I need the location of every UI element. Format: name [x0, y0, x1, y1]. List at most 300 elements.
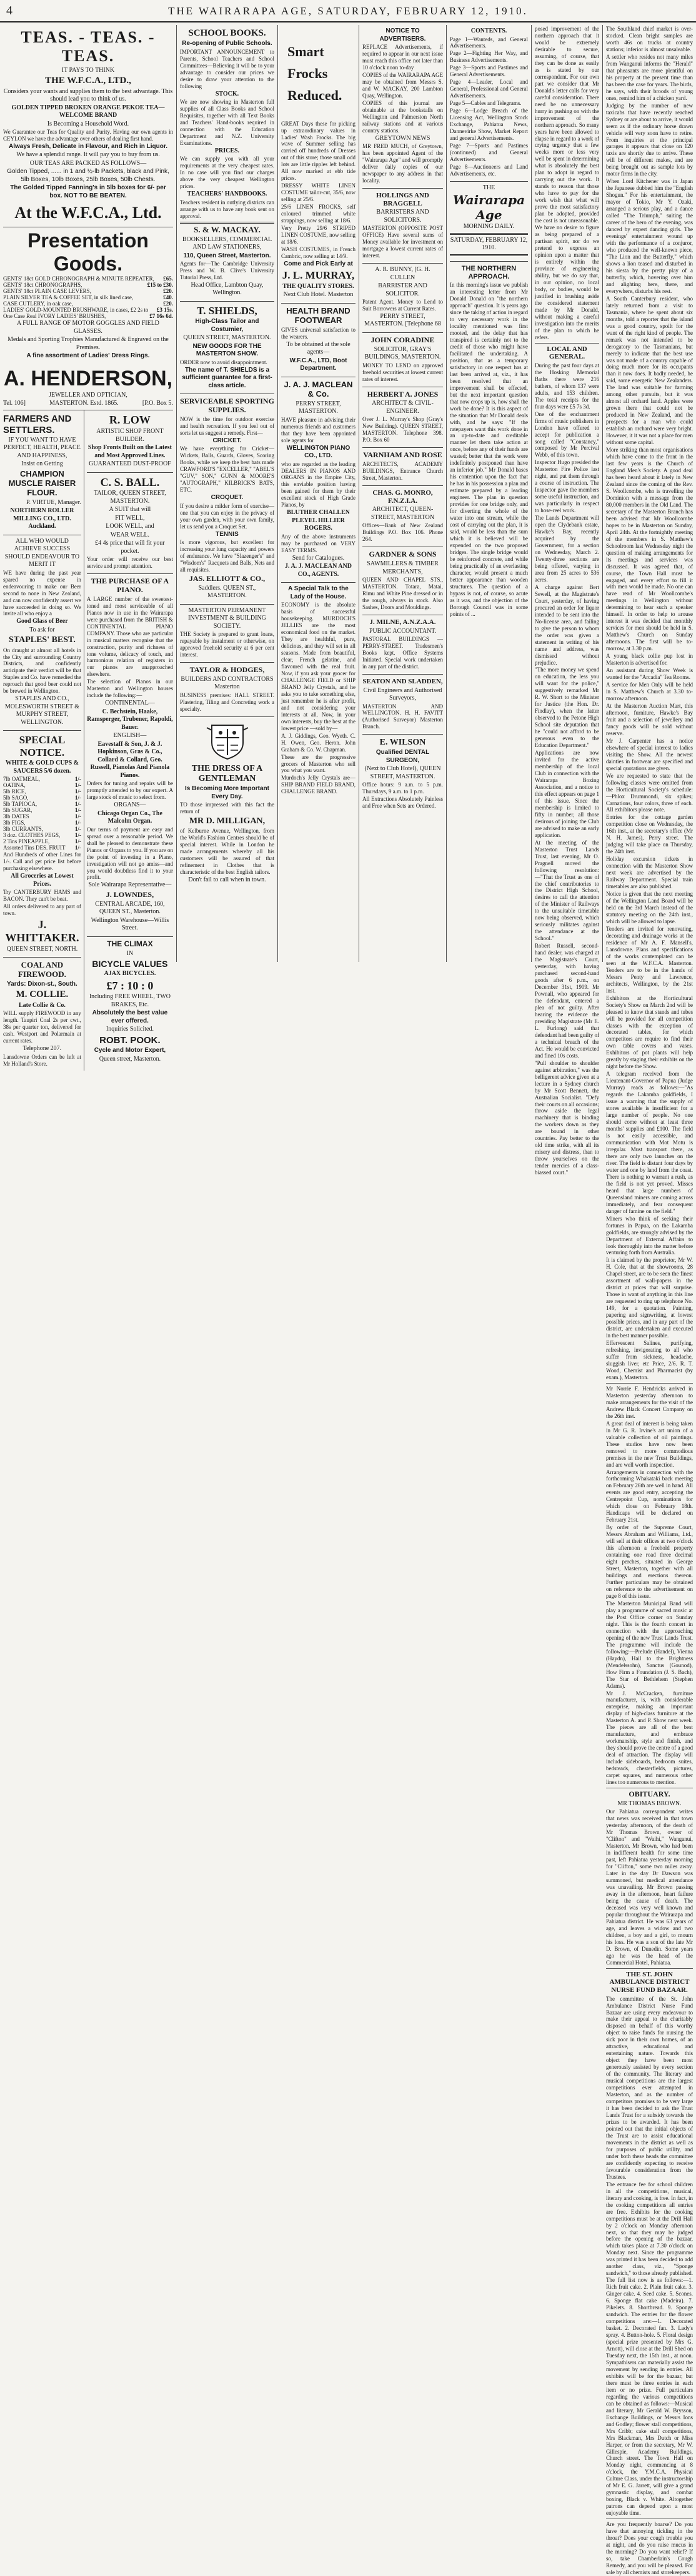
piano-addr: CENTRAL ARCADE, 160, QUEEN ST., Masterton.	[95, 900, 165, 916]
teas-golden: GOLDEN TIPPED BROKEN ORANGE PEKOE TEA—WELCOME BRAND	[11, 104, 165, 119]
local-item: Effervescent Salines, purifying, refreshing, invigorating to all who suffer from sickness, headache, sluggish liver, etc Price, 2/6. R. T. Wood, Chemist and Pharmacist (by exam.), Masterton.	[606, 1340, 693, 1380]
maclean-addr: PERRY STREET, MASTERTON.	[296, 400, 341, 415]
staples-headline: ALL WHO WOULD ACHIEVE SUCCESS SHOULD ENDEAVOUR TO MERIT IT	[4, 537, 80, 568]
teas-ad	[3, 25, 173, 227]
local-item: Mr J. McCracken, furniture manufacturer, is, with considerable enterprise, making an important display of high-class furniture at the Masterton A. and P. Show next week. The pieces are all of the best manufacture, and embrace workmanship, style and finish, and they should prove the centre of a good deal of attraction. The display will include sideboards, bedroom suites, bedsteads, chesterfields, pictures, carpet squares, and numerous other lines too numerous to mention.	[606, 1690, 693, 1786]
piano-text-2: The selection of Pianos in our Masterton and Wellington houses include the following:—	[86, 678, 173, 699]
frocks-text-3: 25/6 LINEN FROCKS, self coloured trimmed white strappings, now selling at 18/6.	[281, 204, 355, 224]
hodges-text: BUSINESS premises: HALL STREET. Plastering, Tiling and Concreting work a specialty.	[180, 691, 274, 712]
staples-text: WE have during the past year spared no expense in endeavouring to make our Beer second to none in New Zealand, and can now confidently assert we have succeeded in doing so. We invite all who enjoy a	[3, 569, 81, 617]
frocks-ad	[281, 25, 355, 304]
jelly-ad	[281, 583, 355, 799]
elliott-sub: Saddlers. QUEEN ST., MASTERTON.	[198, 584, 256, 600]
column-2	[176, 25, 277, 962]
contents-item: Page 3—Sports and Pastimes and General Advertisements.	[450, 64, 528, 78]
special-item-name: 5lb SAGO,	[3, 795, 29, 801]
supplies-text-2: We have everything for Cricket—Wickets, Balls, Guards, Gloves, Scoring Books, while we keep the best bats made CRAWFORD'S "EXCELLER," "ABEL'S "GUV," SON," GUNN & MOORE'S "AUTOGRAPH," KILBRICK'S BATS, ETC.	[180, 445, 274, 493]
hollings-ad	[362, 189, 443, 264]
column-6	[531, 25, 602, 1176]
col1-right-sub	[84, 410, 173, 1071]
mackay-sub: BOOKSELLERS, COMMERCIAL AND LAW STATIONERS,	[182, 235, 272, 251]
ball-line: WEAR WELL.	[110, 531, 149, 538]
school-books-ad	[180, 25, 274, 302]
presentation-list	[3, 275, 173, 319]
piano-heading: THE PURCHASE OF A PIANO.	[91, 577, 169, 594]
local-item: Miners who think of seeking their fortunes in Papua, on the Lakamba goldfields, are strongly advised by the Department of External Affairs to look thoroughly into the matter before venturing forth from Australia.	[606, 1215, 693, 1256]
paper-date: SATURDAY, FEBRUARY 12, 1910.	[450, 236, 528, 252]
special-item	[3, 820, 81, 826]
local-item: The Lands Department will open the Clydebank estate, Hawke's Bay, recently acquired by the Government, for a section on Wednesday, March 2. Twenty-three sections are being offered, varying in area from 25 acres to 536 acres.	[535, 515, 599, 583]
local-item: The Southland chief market is over-stocked. Clean bright samples are worth 46s on trucks at country stations; inferior is almost unsaleable.	[606, 26, 693, 52]
shields-new: NEW GOODS FOR THE MASTERTON SHOW.	[192, 342, 262, 358]
dress-name: MR D. MILLIGAN,	[189, 816, 266, 826]
maclean-ad	[281, 377, 355, 583]
hollings-sub: BARRISTERS AND SOLICITORS.	[376, 209, 429, 224]
piano-makers-1: C. Bechstein, Haake, Ramsperger, Trubener, Rapoldi, Bauer.	[87, 708, 173, 731]
contents-item: Page 4—Leader, Local and General, Professional and General Advertisements.	[450, 79, 528, 99]
teas-tipped: Golden Tipped, ...... in 1 and ½-lb Packets, black and Pink, 5lb Boxes, 10lb Boxes, 25lb Boxes, 50lb Chests.	[7, 168, 169, 183]
teas-fannings: The Golded Tipped Fanning's in 5lb boxes for 6/- per box. NOT TO BE BEATEN.	[10, 184, 166, 199]
supplies-heading: SERVICEABLE SPORTING SUPPLIES.	[180, 397, 274, 415]
ball-price: £4 4s price that will fit your pocket.	[95, 540, 165, 555]
special-item-name: 7lb OATMEAL,	[3, 776, 40, 783]
supplies-tennis: TENNIS	[216, 530, 239, 538]
presentation-item	[3, 300, 173, 307]
climax-heading: THE CLIMAX	[107, 939, 153, 948]
ball-text: Your order will receive our best service and prompt attention.	[86, 556, 173, 570]
maclean-signature: J. A. J. MACLEAN AND CO., AGENTS.	[285, 563, 352, 578]
coal-heading: COAL AND FIREWOOD.	[17, 960, 66, 979]
piano-makers-2: Eavestaff & Son, J. & J. Hopkinson, Gras & Co., Collard & Collard, Geo. Russell, Pianolas And Pianola Pianos.	[90, 740, 170, 779]
staples-draught: On draught at almost all hotels in the City and surrounding Country Districts, and confidently anticipate their verdict will be that Staples and Co. have remedied the reproach that good beer could not be brewed in Wellington.	[3, 646, 81, 695]
health-heading: HEALTH BRAND FOOTWEAR	[286, 305, 350, 325]
local-item: The Masterton Municipal Band will play a programme of sacred music at the Post Office corner on Sunday night. This is the fourth concert in connection with the approaching opening of the new Trust Lands Trust. The programme will include the following:—Prelude (Handel), Vienna (Haydn), Hail to the Brightness (Mendelssohn), Sanctus (Gounod), How Firm a Foundation (J. S. Bach), The Star of Bethlehem (Stephen Adams).	[606, 1600, 693, 1689]
contents-item: Page 8—Auctioneers and Land Advertisements, etc.	[450, 163, 528, 177]
gardner-sub: SAWMILLERS & TIMBER MERCHANTS,	[367, 560, 439, 575]
notice-ad	[362, 25, 443, 189]
coal-ad	[3, 958, 81, 1071]
special-try: Try CANTERBURY HAMS and BACON. They can't be beat.	[3, 889, 81, 903]
henderson-sub: JEWELLER AND OPTICIAN,	[49, 391, 127, 399]
ball-line: FIT WELL,	[115, 514, 145, 522]
monro-sub: ARCHITECT, QUEEN-STREET, MASTERTON	[370, 506, 435, 521]
low-ad	[87, 410, 173, 472]
local-item: When Lord Kitchener was in Japan the Japanese dubbed him the "English Shogun." For his entertainment, the mayor of Tokio, Mr Y. Ozaki, arranged a serious play, and a dance called "The Triumph," suiting the career of the hero of the evening, was danced by expert dancing girls. The evenings' entertainment wound up with the performance of a conjuror, who produced the well-known piece, "The Lion and the Butterfly," which shows a lion teased and disturbed in his siesta by the pretty play of a butterfly, which, hovering over him and alighting here, there, and everywhere, disturbs his rest.	[606, 178, 693, 294]
presentation-item-price: £7 16s 6d.	[149, 313, 173, 320]
milne-ad	[362, 615, 443, 675]
collie-sub: Late Collie & Co.	[18, 1001, 66, 1009]
teas-packed: OUR TEAS ARE PACKED AS FOLLOWS—	[29, 159, 147, 167]
low-dust: GUARANTEED DUST-PROOF	[89, 460, 171, 468]
school-stock: STOCK.	[215, 90, 239, 97]
climax-ad	[87, 937, 173, 1067]
special-heading: SPECIAL NOTICE.	[19, 734, 66, 758]
elliott-name: JAS. ELLIOTT & CO.,	[189, 573, 266, 583]
special-item-price: 1/-	[74, 838, 81, 845]
whittaker-name: J. WHITTAKER.	[5, 918, 79, 944]
jones-name: HERBERT A. JONES	[367, 389, 439, 399]
farmers-mill: NORTHERN ROLLER MILLING CO., LTD. Auckland.	[10, 507, 74, 530]
ball-line: LOOK WELL, and	[106, 523, 154, 530]
low-sub: ARTISTIC SHOP FRONT BUILDER.	[96, 428, 164, 443]
local-item: More striking than most organisations which have come to the front in the last few years is the Church of England Men's Society. A good deal has been heard about it lately in New Zealand since the coming of the Rev. S. Woollcombe, who is travelling the Dominion with a message from the 80,000 members in the Old Land. The secretary of the Masterton Branch has been advised that Mr Woollcombe hopes to be in Masterton on Sunday, April 24th. At the fortnightly meeting of the members in S. Matthew's Schoolroom last Wednesday night the question of making arrangements for its meetings and services was discussed. It was agreed that, of course, the Town Hall must be engaged, and every effort to fill it with men would be made. No one can have read of Mr Woollcombe's meetings in Wellington without determining to hear such a speaker himself. In order to help to arouse interest it was decided that monthly services for men should be held in S. Matthew's Church on Sunday afternoons. The first will be to-morrow, at 3.30 p.m.	[606, 447, 693, 652]
collie-tel: Telephone 207.	[22, 1045, 62, 1053]
local-item: Applications are now invited for the active membership of the local Club in connection with the Wairarapa Boxing Association, and a notice to this effect appears on page 1 of this issue. Since the membership is limited to fifty in number, all those desirous of joining the Club are advised to make an early application.	[535, 750, 599, 838]
hollings-text: MASTERTON (OPPOSITE POST OFFICE) Have several sums of Money available for investment on mortgage a lowest current rates of interest.	[362, 225, 443, 259]
special-item	[3, 782, 81, 788]
special-item-price: 1/-	[74, 813, 81, 820]
farmers-flour: CHAMPION MUSCLE RAISER FLOUR.	[8, 468, 76, 497]
presentation-range: A FULL RANGE OF MOTOR GOGGLES AND FIELD GLASSES.	[16, 320, 160, 335]
health-text: GIVES universal satisfaction to the wearers.	[281, 326, 355, 340]
jelly-grocers: A. J. Giddings, Geo. Wyeth. C. H. Owen, Geo. Heron. John Graham & Co. W. Chapman.	[281, 732, 355, 753]
health-ad	[281, 304, 355, 377]
special-list	[3, 776, 81, 851]
supplies-cricket: CRICKET.	[212, 437, 242, 444]
greytown-heading: GREYTOWN NEWS	[375, 134, 430, 142]
teas-subhead: IT PAYS TO THINK	[61, 66, 115, 74]
special-item	[3, 807, 81, 813]
mackay-addr: 110, Queen Street, Masterton.	[183, 252, 271, 259]
paper-masthead	[450, 182, 528, 262]
shields-guarantee: The name of T. SHIELDS is a sufficient guarantee for a first-class article.	[182, 366, 272, 389]
presentation-item-price: £3 15s.	[156, 307, 173, 314]
dress-text-3: Don't fail to call when in town.	[188, 876, 266, 883]
presentation-item-price: £20.	[163, 300, 173, 307]
teas-heading: TEAS. - TEAS. - TEAS.	[21, 28, 156, 65]
farmers-ad	[3, 410, 81, 535]
supplies-croquet: CROQUET.	[211, 494, 244, 502]
farmers-sign: P. VIRTUE, Manager.	[26, 498, 81, 506]
seaton-name: SEATON AND SLADDEN,	[362, 677, 443, 685]
special-item-name: 5lb RICE,	[3, 788, 26, 795]
henderson-footer	[3, 400, 173, 407]
seaton-ad	[362, 675, 443, 735]
special-item-price: 1/-	[74, 782, 81, 789]
milne-sub: PUBLIC ACCOUNTANT.	[369, 627, 437, 635]
presentation-item	[3, 313, 173, 319]
teas-range: We have a splendid range. It will pay you to buy from us.	[16, 151, 160, 159]
special-item-price: 1/-	[74, 795, 81, 801]
piano-lowndes: J. LOWNDES,	[106, 889, 154, 899]
dress-ad	[180, 717, 274, 888]
maclean-text-1: HAVE pleasure in advising their numerous friends and customers that they have been appointed sole agents for	[281, 416, 355, 443]
supplies-ad	[180, 394, 274, 604]
teas-guarantee: We Guarantee our Teas for Quality and Purity. Having our own agents in CEYLON we have the advantage over others of dealing first hand.	[3, 129, 173, 142]
frocks-text-5: WASH COSTUMES, in French Cambric, now selling at 14/9.	[281, 246, 355, 259]
school-text-4: Teachers resident in outlying districts can arrange with us to have any book sent on approval.	[180, 199, 274, 219]
jelly-heading: A Special Talk to the Lady of the House.	[288, 585, 349, 600]
masthead	[0, 0, 696, 22]
mpib-heading: MASTERTON PERMANENT INVESTMENT & BUILDING SOCIETY.	[188, 607, 266, 630]
paper-sub: MORNING DAILY.	[463, 223, 515, 230]
ball-line: A SUIT that will	[109, 506, 151, 513]
collie-text: WILL supply FIREWOOD in any length. Taupiri Coal 2s per cwt., 38s per quarter ton, delivered for cash. Westport and Polarmain at current rates.	[3, 1010, 81, 1044]
monro-text: Offices—Bank of New Zealand Buildings P.O. Box 106. Phone 264.	[362, 522, 443, 543]
shields-text: ORDER now to avoid disappointment.	[180, 359, 267, 365]
local-item: At the Masterton Auction Mart, this afternoon, furniture, Hawke's Bay fruit and a selection of jewellery and fancy goods will be sold without reserve.	[606, 702, 693, 736]
local-item: A South Canterbury resident, who lately returned from a visit to Tasmania, where he spent about six months, told a reporter that the island was a good country, spoilt for the want of the right kind of people. The remark was not intended to be derogatory to the Tasmanians, but merely to indicate that the best use was not made of a country capable of doing much more for its occupants than it now does. It badly needed, he said, some energetic New Zealanders. The land was suitable for farming among other pursuits, but it was almost all orchard land. Apples were grown there that could not be produced in New Zealand, and the prospects for a man who could establish an orchard were very bright. However, it it was not a place for men without some capital.	[606, 295, 693, 446]
column-1	[0, 25, 176, 1067]
special-item-price: 1/-	[74, 788, 81, 795]
local-item: During the past four days at the Hosking Memorial Baths there were 216 bathers, of whom 137 were adults, and 153 children. The total receipts for the four days were £5 7s 3d.	[535, 362, 599, 410]
leader-article	[450, 262, 528, 622]
mackay-text: Agents for—The Cambridge University Press and W. B. Clive's University Tutorial Press, Ltd.	[180, 260, 274, 280]
special-item-price: 1/-	[74, 845, 81, 851]
local-item: A young black collie pup lost in Masterton is advertised for.	[606, 653, 693, 666]
piano-continental: CONTINENTAL—	[105, 700, 155, 707]
leader-text-1: In this morning's issue we publish an interesting letter from Mr Donald Donald on "the northern approach" question. It is years ago since the taking of action in regard to very necessary work in the locality mentioned was first mooted, and the delay that has transpired is certainly not to the credit of those who might have facilitated the undertaking. A position, that as a temporary satisfactory in one respect has at last been arrived at, viz., it has been resolved that an improvement shall be effected, but the next important question that now crops up is, how shall the work be done? It is this aspect of the situation that Mr Donald deals with, and he says: "If the ratepayers want this work done in an up-to-date and creditable manner let them take action at once, before any of their funds are wasted; better that the work were indefinitely postponed than have an inferior job." Mr Donald bases his contention upon the fact that he has in his possession a plan and estimate prepared by a leading engineer. The plan in question provides for one bridge only, and for diverting the whole of the water into one stream, while the cost of carrying out the plan, it is said, would be less than the sum which it is believed will be expended on the two proposed bridges. The single bridge would be reinforced concrete, and while being practically of an everlasting character, would present a much better appearance than wooden structures. The question of a bypass is not, of course, so acute as it was, and the objection of the Borough Council was in some points of ...	[450, 282, 528, 617]
col1-left-sub	[3, 410, 84, 1071]
special-item	[3, 845, 81, 851]
low-text: Shop Fronts Built on the Latest and Most Approved Lines.	[87, 444, 172, 459]
wilson-name: E. WILSON	[379, 738, 426, 748]
piano-text-3: Orders for tuning and repairs will be promptly attended to by our expert. A large stock of music to select from.	[86, 780, 173, 801]
contents-item: Page 2—Fighting Her Way, and Business Advertisements.	[450, 50, 528, 64]
local-item: Mr J. Carpenter has a notice elsewhere of special interest to ladies visiting the Show. All the newest dainties in footwear are specified and special quotations are given.	[606, 737, 693, 771]
climax-incl: Including FREE WHEEL, TWO BRAKES, Etc.	[89, 993, 171, 1008]
teas-ceylon: Is Becoming a Household Word.	[47, 120, 129, 127]
bunny-ad	[362, 264, 443, 333]
maclean-name: J. A. J. MACLEAN & Co.	[284, 379, 353, 399]
special-lowest: All Groceries at Lowest Prices.	[11, 873, 74, 888]
shields-ad	[180, 302, 274, 395]
local-item: Arrangements in connection with the forthcoming Whakataki back meeting on February 26th are well in hand. All events are good entry, accepting the Centrepoint Cup, nominations for which close on February 18th. Handicaps will be declared on February 21st.	[606, 1469, 693, 1523]
milne-text: PASTORAL BUILDINGS — PERRY-STREET. Tradesmen's Books kept. Office Systems Initiated. Special work undertaken in any part of the district.	[362, 636, 443, 670]
paper-title: Wairarapa Age	[452, 192, 525, 223]
jelly-text-3: Murdoch's Jelly Crystals are—SHIP BRAND FIELD BRAND, CHALLENGE BRAND.	[281, 775, 355, 795]
piano-wgtn: Wellington Warehouse—Willis Street.	[91, 916, 169, 932]
bazaar-heading: THE ST. JOHN AMBULANCE DISTRICT NURSE FUND BAZAAR.	[609, 1970, 690, 1994]
presentation-item-name: GENTS' 18ct PLAIN CASE LEVERS,	[3, 288, 91, 295]
paper-the: THE	[482, 184, 495, 191]
presentation-item	[3, 288, 173, 294]
health-obtained: To be obtained at the sole agents—	[286, 340, 350, 356]
presentation-item	[3, 307, 173, 313]
supplies-text-3: If you desire a milder form of exercise—one that you can enjoy in the privacy of your own garden, with your own family, let us send you a Croquet Set.	[180, 502, 274, 530]
henderson-addr: MASTERTON. Estd. 1865.	[49, 400, 119, 407]
pook-addr: Queen street, Masterton.	[99, 1055, 161, 1063]
local-item: A telegram received from the Lieutenant-Governor of Papua (Judge Murray) reads as follows:—"As regards the Lakamba goldfields, I issue a warning that the supply of stores available is insufficient for a large number of people. No one should come without at least three months' supplies and £100. The field is not easily accessible, and communication with Mot Motu is irregular. Must transport there, as there are only two launches on the river. The field is distant four days by water and one by land from the coast. There is nothing to warrant a rush, as the field is not yet proved. Misses heard that large numbers of Queensland miners are coming across immediately, and fear consequent danger of famine on the field."	[606, 1071, 693, 1214]
special-item-price: 1/-	[74, 776, 81, 783]
obituary-text: Our Pahiatua correspondent writes that news was received in that town yesterday afternoon, of the death of Mr Thomas Brown, owner of "Clifton" and "Waihi," Wanganui, Masterton. Mr Brown, who had been in indifferent health for some time past, left Pahiatua yesterday morning for "Clifton," some two miles away. Later in the day Dr Dawson was summoned, but medical attendance was unavailing. Mr Brown passing away in the afternoon, heart failure being the cause of death. The deceased was very well known and popular throughout the Wairarapa and Pahiatua district. He was 63 years of age, and leaves a widow and two children, a boy and a girl, to mourn his loss. He was a son of the late Mr D. Brown, of Dunedin. Some years ago he was the head of the Commercial Hotel, Pahiatua.	[606, 1808, 693, 1966]
dress-heading: THE DRESS OF A GENTLEMAN	[191, 763, 263, 783]
climax-ajax: AJAX BICYCLES.	[104, 970, 156, 978]
bunny-addr: PERRY STREET, MASTERTON. [Telephone 68	[364, 312, 441, 328]
column-5	[446, 25, 531, 962]
health-wfca: W.F.C.A., LTD, Boot Department.	[289, 357, 347, 372]
special-item-price: 1/-	[74, 807, 81, 814]
special-item	[3, 776, 81, 782]
hodges-name: TAYLOR & HODGES,	[189, 665, 265, 675]
local-item: A great deal of interest is being taken in Mr G. R. Irvine's art union of a valuable collection of oil paintings. These studios have now been removed to more commodious premises in the new Trust Buildings, and are well worth inspection.	[606, 1420, 693, 1468]
staples-ask: To ask for	[29, 626, 55, 633]
column-7	[602, 25, 696, 2575]
mackay-office: Head Office, Lambton Quay, Wellington.	[191, 281, 264, 297]
local-item: A charge against Bert Sewell, at the Magistrate's Court, yesterday, of having procured an order for liquor intended to be sent into the No-license area, and failing to give the person to whom the order was given a statement in writing of his name and address, was dismissed without prejudice.	[535, 583, 599, 666]
wfca-banner: At the W.F.C.A., Ltd.	[14, 204, 162, 222]
collie-name: M. COLLIE.	[16, 989, 69, 1000]
local-item: A settler who resides not many miles from Wanganui informs the "Herald" that pheasants are more plentiful on his property at the present time than has been the case for years. The birds, he says, with their broods of young ones, remind him of a chicken yard.	[606, 53, 693, 101]
piano-sole: Sole Wairarapa Representative—	[88, 881, 172, 889]
presentation-item-price: £15 to £30.	[147, 282, 173, 289]
local-heading: LOCAL AND GENERAL.	[547, 345, 587, 361]
presentation-item-name: PLAIN SILVER TEA & COFFEE SET, in silk lined case,	[3, 294, 134, 301]
presentation-item-price: £40.	[163, 294, 173, 301]
special-notice-ad	[3, 731, 81, 958]
climax-abs: Absolutely the best value ever offered.	[92, 1009, 168, 1024]
jelly-text-2: These are the progressive grocers of Masterton who sell you what you want.	[281, 753, 355, 774]
school-teachers: TEACHERS' HANDBOOKS.	[187, 191, 267, 198]
presentation-item-price: £65.	[163, 275, 173, 282]
milne-name: J. MILNE, A.N.Z.A.A.	[369, 618, 436, 626]
supplies-text-4: Is more vigorous, but excellent for increasing your lung capacity and powers of endurance. We have "Slazenger's" and "Wisdom's" Racquets and Balls, Nets and all requisites.	[180, 539, 274, 573]
special-item-name: 5lb SUGAR,	[3, 807, 32, 814]
local-item: An assistant during Show Week is wanted for the "Arcadia" Tea Rooms.	[606, 667, 693, 681]
local-item: Robert Russell, second-hand dealer, was charged at the Magistrate's Court, yesterday, with having purchased second-hand goods after 6 p.m., on December 31st, 1909. Mr Pownall, who appeared for the defendant, entered a plea of not guilty. After hearing the evidence the presiding Magistrate (Mr E. L. Furlong) said that defendant had been guilty of a technical breach of the Act. He would be convicted and fined 10s costs.	[535, 943, 599, 1059]
ball-lines	[87, 506, 173, 539]
dress-text-1: TO those impressed with this fact the return of	[180, 801, 274, 815]
notice-heading: NOTICE TO ADVERTISERS.	[379, 27, 426, 42]
piano-text-4: Our terms of payment are easy and spread over a reasonable period. We shall be pleased to demonstrate these Pianos or Organs to you. If you are on the point of investing in a Piano, investigation will not go amiss—and you would doubtless find it to your profit.	[86, 826, 173, 881]
hodges-sub: BUILDERS AND CONTRACTORS Masterton	[181, 675, 274, 691]
hollings-name: HOLLINGS AND BRAGGELL	[376, 191, 429, 207]
staples-best: STAPLES' BEST.	[9, 635, 76, 645]
murray-name: J. L. MURRAY,	[282, 269, 355, 282]
crest-illustration	[206, 721, 249, 761]
gardner-name: GARDNER & SONS	[369, 550, 437, 559]
coradine-text: MONEY TO LEND on approved freehold securities at lowest current rates of interest.	[362, 362, 443, 382]
special-item	[3, 826, 81, 832]
ball-sub: TAILOR, QUEEN STREET, MASTERTON.	[94, 490, 166, 505]
farmers-insist: Insist on Getting	[21, 460, 63, 468]
contents-item: Page 6—Lodge Breach of the Licensing Act, Wellington Stock Exchange, Pahiatua News, Dannevirke Show, Market Report and general Advertisements.	[450, 107, 528, 142]
special-item-name: 3lb FIGS,	[3, 820, 26, 826]
page-number: 4	[6, 4, 12, 17]
climax-in: IN	[126, 949, 134, 957]
presentation-item	[3, 275, 173, 282]
dress-sub: Is Becoming More Important Every Day.	[184, 785, 269, 800]
henderson-tel: Tel. 106]	[3, 400, 26, 407]
staples-glass: Good Glass of Beer	[16, 618, 68, 625]
maclean-text-2: who are regarded as the leading DEALERS IN PIANOS AND ORGANS in the Empire City, this enviable position having been gained for them by their excellent stock of High Grade Pianos, by	[281, 460, 355, 508]
special-item	[3, 795, 81, 801]
coal-yards: Yards: Dixon-st., South.	[7, 980, 77, 988]
bunny-names: A. R. BUNNY, [G. H. CULLEN	[375, 266, 430, 281]
henderson-name: A. HENDERSON,	[3, 366, 173, 390]
notice-text-3: COPIES of this journal are obtainable at the bookstalls on Wellington and Palmerston North railway stations and at various country stations.	[362, 99, 443, 134]
contents-item: Page 5—Cables and Telegrams.	[450, 100, 522, 107]
special-item-price: 1/-	[74, 826, 81, 833]
special-item-name: 3 doz. CLOTHES PEGS,	[3, 832, 61, 839]
presentation-item-name: CASE CUTLERY, in oak case,	[3, 300, 73, 307]
greytown-text: MR FRED MUCH, of Greytown, has been appointed Agent of the "Wairarapa Age" and will promptly deliver daily copies of our newspaper to any address in that locality.	[362, 143, 443, 184]
jelly-text: ECONOMY is the absolute basis of successful housekeeping. MURDOCH'S JELLIES are the most economical food on the market. They are healthful, pure, delicious, and they will set in all seasons. Made from beautiful, clear, French gelatine, and flavoured with the real fruit. Now, if you ask your grocer for CHALLENGE FIELD or SHIP BRAND Jelly Crystals, and he asks you to take something else, just remember he is after profit, and not considering your interests at all. Now, in your own interests, buy the best at the lowest price —sold by—	[281, 602, 355, 731]
local-item: Judging by the number of new taxicabs that have recently reached Sydney or are about to arrive, it would seem as if the ordinary horse drawn vehicle will very soon have to retire. From inquiries at the principal garages it appears that close on 120 taxis are shortly due to arrive. These will be of different makes, and are being brought out as sample lots by motor firms in the city.	[606, 102, 693, 177]
local-item: Holiday excursion tickets in connection with the Masterton Show next week are advertised by the Railway Department. Special train timetables are also published.	[606, 856, 693, 890]
local-item: Inspector Hugo presided the Masterton Fire Police last night, and put them through a course of instruction. The Inspector gave the members some useful instruction, and was particularly in respect to hose-reel work.	[535, 459, 599, 514]
obituary-heading: OBITUARY.	[629, 1790, 670, 1799]
local-item: Tenders are invited for renovating, decorating and drainage works at the residence of Mr A. F. Mansell's, Lansdowne. Plans and specifications of the works contemplated can be seen at the W.F.C.A. Masterton. Tenders are to be in the hands of Messrs Penty and Lawrence, architects, Wellington, by the 21st inst.	[606, 925, 693, 994]
maclean-text-3: Any of the above instruments may be purchased on VERY EASY TERMS.	[281, 533, 355, 553]
teas-firm: THE W.F.C.A., LTD.,	[45, 76, 131, 86]
presentation-item	[3, 282, 173, 288]
frocks-come: Come and Pick Early at	[284, 260, 353, 267]
piano-organs: ORGANS—	[114, 801, 146, 809]
wilson-ad	[362, 735, 443, 813]
bunny-text: Patent Agent. Money to Lend to Suit Borrowers at Current Rates.	[362, 299, 443, 312]
ball-name: C. S. BALL.	[100, 475, 160, 488]
frocks-heading: Smart Frocks Reduced.	[287, 44, 342, 104]
low-heading: R. LOW	[109, 414, 151, 427]
presentation-heading: Presentation Goods.	[27, 229, 149, 275]
gardner-ad	[362, 547, 443, 615]
column-4	[359, 25, 446, 962]
notice-text-2: COPIES of the WAIRARAPA AGE may be obtained from Messrs S. and W. MACKAY, 200 Lambton Quay, Wellington.	[362, 71, 443, 99]
wilson-sub: Qualified DENTAL SURGEON,	[375, 749, 430, 764]
local-item: We are requested to state that the following classes were omitted from the Horticultural Society's schedule:—Phlox Drummondi, six spikes; Carnations, four colors, three of each. All exhibitors please note.	[606, 772, 693, 813]
local-item: One of the enchantment firms of music publishers in London have offered to accept for publication a song called "Constancy," composed by Mr Percival Webb, of this town.	[535, 410, 599, 458]
bazaar-text-2: The entrance fee for school children in all the competitions, musical, literary and cooking, is free. In fact, in the cooking competitions all entries are free. Exhibits for the cooking competitions must be at the Drill Hall by 2 o'clock on Monday afternoon next, so that they may be judged before the opening of the bazaar, which takes place at 7.30 o'clock on Monday next. Since the programme was printed it has been decided to add another class, viz., "Sponge sandwich," to those already published. The full list now is as follows:—1. Rich fruit cake. 2. Plain fruit cake. 3. Ginger cake. 4. Seed cake. 5. Scones. 6. Sponge flat cake (Madeira). 7. Pikelets. 8. Shortbread. 9. Sponge sandwich. The entries for the flower competitions are:—1. Decorated basket. 2. Decorated fan. 3. Lady's spray. 4. Button-hole. 5. Floral design (special prize presented by Mrs G. Arnott), will close at the Drill Shed on Tuesday next, the 15th inst., at noon. Sympathisers can materially assist the movement by sending in entries. All exhibits will be for the bazaar, but there must be three entries in each item or no prize. Full particulars regarding the various competitions can be obtained as follows:—Musical and literary, Mr Gerald W. Brysson, Exchange Buildings, or Messrs Ions and Godley; flower stall competitions, Mrs Cribb; cake stall competitions, Mrs Blackman, Mrs Dutch or Miss Harper, or from the secretary, Mr W. Gillespie, Academy Buildings, Church street. The Town Hall on Monday night, commencing at 8 o'clock, the Y.M.C.A. Physical Culture Class, under the instructorship of Mr E. G. Jarrett, will give a grand gymnastic display, and combat boxing, Black v. White. Altogether patrons can depend upon a most enjoyable time.	[606, 2181, 693, 2517]
maclean-catalogues: Send for Catalogues.	[292, 554, 345, 562]
presentation-item-name: GENTS' 18ct CHRONOGRAPHS,	[3, 282, 82, 289]
presentation-item	[3, 294, 173, 300]
piano-text-1: A LARGE number of the sweetest-toned and most serviceable of all Pianos now in use in the Wairarapa were purchased from the BRITISH & CONTINENTAL PIANO COMPANY. Those who are particular in musical matters recognise that the construction, purity and richness of tone volume, delicacy of touch, and harmonious relation of registers in our pianos are unapproached elsewhere.	[86, 595, 173, 678]
local-item: Exhibitors at the Horticultural Society's Show on March 2nd will be pleased to know that stands and tubes will be provided for all competition classes with the exception of decorated tables, for which competitors are require to find their own table covers and vases. Exhibitors of pot plants will help greatly by staging their exhibits on the night before the Show.	[606, 994, 693, 1070]
special-item-name: Assorted Tins DES. FRUIT	[3, 845, 66, 851]
maclean-wpc: WELLINGTON PIANO CO., LTD.	[286, 444, 350, 460]
presentation-ad	[3, 227, 173, 410]
leader-text-2: posed improvement of the northern approach that it would be extremely desirable to secure, assuming, of course, that they can be done as easily as is stated by our correspondent. For our own part we consider that Mr Donald's letter calls for very careful consideration. There need be no unnecessary hurry in pushing on with the improvement of the northern approach. So many years have been allowed to elapse in regard to a work of crying urgency that a few weeks more or less very well be spent in determining what is absolutely the best plan to adopt in regard to carrying out the work. It stands to reason that those who have to pay for the work wish that what will prove the most satisfactory plan be adopted, provided the cost is not unreasonable. We have no desire to figure as being prepared of a partisan spirit, nor do we pretend to express an opinion upon a matter that is entirely within the province of engineering ability, but we do say that, in our opinion, no local body, or bodies, would be justified in brushing aside the considered statement made by Mr Donald, without making a careful investigation into the merits of the plan to which he refers.	[535, 26, 599, 340]
special-item-price: 1/-	[74, 820, 81, 826]
climax-values: BICYCLE VALUES	[92, 959, 168, 969]
piano-organs-names: Chicago Organ Co., The Malcolm Organ.	[97, 810, 162, 825]
coradine-ad	[362, 333, 443, 387]
special-item-name: 5lb TAPIOCA,	[3, 801, 37, 808]
special-item-name: 2 Tins PINEAPPLE,	[3, 838, 50, 845]
school-prices: PRICES.	[214, 147, 240, 154]
newspaper-title: THE WAIRARAPA AGE, SATURDAY, FEBRUARY 12, 1910.	[168, 5, 528, 17]
presentation-rings: A fine assortment of Ladies' Dress Rings.	[26, 352, 150, 360]
bunny-sub: BARRISTER AND SOLICITOR.	[378, 282, 427, 297]
shields-sub: High-Class Tailor and Costumier,	[195, 318, 259, 333]
local-item: "Pull shoulder to shoulder against arbitration," was the belligerent advice given at a lecture in a Sydney church by Mr Scott Bennett, the Australian Socialist. "Defy their courts on all occasions; throw aside the legal machinery that is binding the workers down as they are bound in other countries. Pay better to the old time strike, with all its misery and distress, than to throw yourselves on the tender mercies of a class-biassed court."	[535, 1059, 599, 1176]
teas-always: Always Fresh, Delicate in Flavour, and Rich in Liquor.	[9, 142, 167, 150]
school-text-2: We are now showing in Masterton full supplies of all Class Books and School Requisites, together with all Text Books and Teachers' Hand-books required in connection with the Education Department and N.Z. University Examinations.	[180, 99, 274, 146]
ball-ad	[87, 473, 173, 575]
climax-inq: Inquiries Solicited.	[106, 1026, 154, 1033]
supplies-text-1: NOW is the time for outdoor exercise and health recreation. If you feel out of sorts let us suggest a remedy. First—	[180, 416, 274, 436]
frocks-text-1: GREAT Days these for picking up extraordinary values in Ladies' Wash Frocks. The big wave of Summer selling has carried off hundreds of Dresses out of this store; those small odd lots are little ripples left behind. All now marked at ebb tide prices.	[281, 120, 355, 182]
gardner-text: QUEEN AND CHAPEL STS., MASTERTON. Totara, Matai, Rimu and White Pine dressed or in the rough, always in stock. Also Sashes, Doors and Mouldings.	[362, 577, 443, 610]
local-item: Mr Norrie F. Hendricks arrived in Masterton yesterday afternoon to make arrangements for the visit of the Andrew Black Concert Company on the 26th inst.	[606, 1385, 693, 1419]
bazaar-text-1: The committee of the St. John Ambulance District Nurse Fund Bazaar are using every endeavour to make their appeal to the charitably disposed on behalf of this worthy object to raise funds for nursing the sick poor in their own homes, of an attractive, educational and entertaining nature. Towards this object they have been most generously assisted by every section of the community. The literary and musical competitions are the largest competitions ever attempted in Masterton, and as the number of competitors promises to be very large it has been decided to ask the Trust Lands Trust for a subsidy towards the prizes to be awarded. It has been pointed out that the initial objects of the Trust are to assist educational movements in the district as well as for purposes of public utility, and under both these heads the committee are confidently expecting to receive favourable consideration from the Trustees.	[606, 1995, 693, 2180]
obituary-name: MR THOMAS BROWN.	[617, 1800, 682, 1807]
special-text: And Hundreds of other Lines for 1/-. Call and get price list before purchasing elsewhere.	[3, 851, 81, 872]
piano-ad	[87, 574, 173, 937]
presentation-medals: Medals and Sporting Trophies Manufactured & Engraved on the Premises.	[7, 336, 169, 351]
shields-addr: QUEEN STREET, MASTERTON.	[183, 334, 271, 342]
mpib-ad	[180, 605, 274, 663]
staples-ad	[3, 535, 81, 731]
jones-ad	[362, 387, 443, 448]
wilson-hours: Office hours: 9 a.m. to 5 p.m. Thursdays, 9 a.m. to 1 p.m.	[362, 781, 443, 795]
contents-box	[450, 25, 528, 182]
varnham-name: VARNHAM AND ROSE	[363, 450, 442, 460]
henderson-box: [P.O. Box 5.	[142, 400, 173, 407]
monro-ad	[362, 486, 443, 547]
local-item: Notice is given that the next meeting of the Wellington Land Board will be held on the 3rd March instead of the statutory meeting on the 24th inst., which will be allowed to lapse.	[606, 891, 693, 924]
